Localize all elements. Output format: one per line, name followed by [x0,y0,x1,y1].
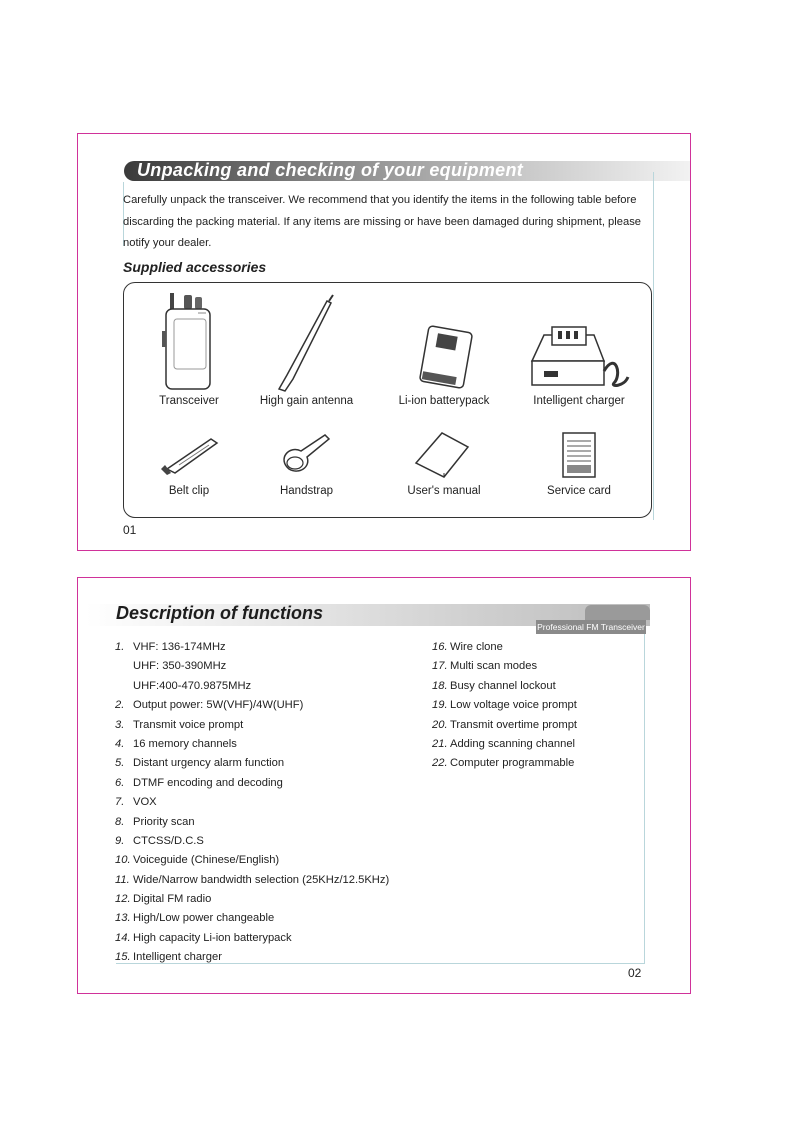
function-text: Priority scan [133,815,195,828]
function-item [115,832,389,851]
function-text: DTMF encoding and decoding [133,776,283,789]
accessory-charger [519,291,639,411]
function-text: Wide/Narrow bandwidth selection (25KHz/12.5KHz) [133,873,390,886]
accessory-label: Transceiver [159,395,219,407]
function-item [115,774,389,793]
function-number: 13. [115,912,131,925]
function-number: 3. [115,718,125,731]
function-text: 16 memory channels [133,737,237,750]
function-number: 12. [115,893,131,906]
page-number: 01 [123,523,137,537]
function-text: Transmit overtime prompt [450,718,578,731]
function-text: Wire clone [450,641,503,653]
function-text: Digital FM radio [133,893,212,906]
function-item [115,890,389,909]
transceiver-icon [154,291,224,393]
function-item [115,813,389,832]
function-text: Voiceguide (Chinese/English) [133,854,280,867]
function-text: Computer programmable [450,757,575,770]
function-item [115,677,389,696]
function-number: 7. [115,796,125,809]
service-card-icon [539,429,619,479]
accessory-label: User's manual [407,485,481,497]
function-text: UHF: 350-390MHz [133,660,227,673]
function-text: Transmit voice prompt [133,718,244,731]
function-item [115,793,389,812]
battery-icon [404,291,484,393]
accessory-battery [379,291,509,411]
function-number: 22. [432,757,448,770]
function-item [432,716,577,735]
function-text: Distant urgency alarm function [133,757,285,770]
function-text: Intelligent charger [133,951,222,964]
page-number: 02 [628,966,642,980]
function-number: 16. [432,641,448,653]
function-text: Low voltage voice prompt [450,699,577,712]
function-number: 6. [115,776,125,789]
product-tag: Professional FM Transceiver [537,622,645,632]
function-number: 4. [115,737,125,750]
belt-clip-icon [149,429,229,479]
function-item [432,638,577,657]
function-number: 19. [432,699,448,712]
accessory-transceiver [134,291,244,411]
function-text: High/Low power changeable [133,912,275,925]
accessory-manual [379,429,509,509]
manual-icon [404,429,484,479]
function-item [432,696,577,715]
function-text: Output power: 5W(VHF)/4W(UHF) [133,699,304,712]
function-text: High capacity Li-ion batterypack [133,931,292,944]
function-item [115,871,389,890]
accessory-antenna [249,291,364,411]
function-item [432,754,577,773]
function-number: 5. [115,757,125,770]
guide-line [644,634,645,964]
function-item [432,735,577,754]
accessory-label: Service card [547,485,611,497]
accessory-label: High gain antenna [259,395,354,407]
function-item [432,657,577,676]
antenna-icon [257,291,357,393]
function-number: 18. [432,679,448,692]
intro-paragraph: Carefully unpack the transceiver. We recommend that you identify the items in the following table before discarding the packing material. If any items are missing or have been damaged during shipment, please notify your dealer. [123,194,642,249]
accessory-label: Belt clip [168,485,210,497]
accessory-service-card [519,429,639,509]
accessories-box [123,282,652,518]
tag-tab [585,605,650,620]
function-number: 20. [432,718,448,731]
accessory-handstrap [249,429,364,509]
function-item [115,696,389,715]
function-item [115,754,389,773]
function-number: 11. [115,873,130,886]
function-text: VHF: 136-174MHz [133,641,226,653]
function-number: 17. [432,660,448,673]
function-number: 15. [115,951,131,964]
function-text: Busy channel lockout [450,679,556,692]
accessory-label: Li-ion batterypack [398,395,490,407]
accessory-belt-clip [134,429,244,509]
page-2-title: Description of functions [116,603,323,623]
charger-icon [524,291,634,393]
function-number: 8. [115,815,125,828]
function-number: 10. [115,854,131,867]
function-item [115,638,389,657]
function-number: 1. [115,641,125,653]
functions-list-left [115,638,389,968]
function-number: 2. [115,699,125,712]
function-item [115,929,389,948]
supplied-accessories-heading: Supplied accessories [123,259,267,275]
function-number: 14. [115,931,131,944]
function-item [115,716,389,735]
handstrap-icon [267,429,347,479]
page-1-title: Unpacking and checking of your equipment [137,160,524,180]
function-item [115,948,389,967]
function-text: UHF:400-470.9875MHz [133,679,252,692]
functions-list-right [432,638,577,774]
accessory-label: Handstrap [279,485,334,497]
accessory-label: Intelligent charger [533,395,625,407]
function-text: Adding scanning channel [450,737,576,750]
function-number: 21. [432,737,448,750]
function-text: Multi scan modes [450,660,538,673]
function-item [115,657,389,676]
function-item [115,851,389,870]
function-item [115,909,389,928]
function-text: CTCSS/D.C.S [133,834,204,847]
function-text: VOX [133,796,157,809]
function-number: 9. [115,834,125,847]
function-item [115,735,389,754]
function-item [432,677,577,696]
